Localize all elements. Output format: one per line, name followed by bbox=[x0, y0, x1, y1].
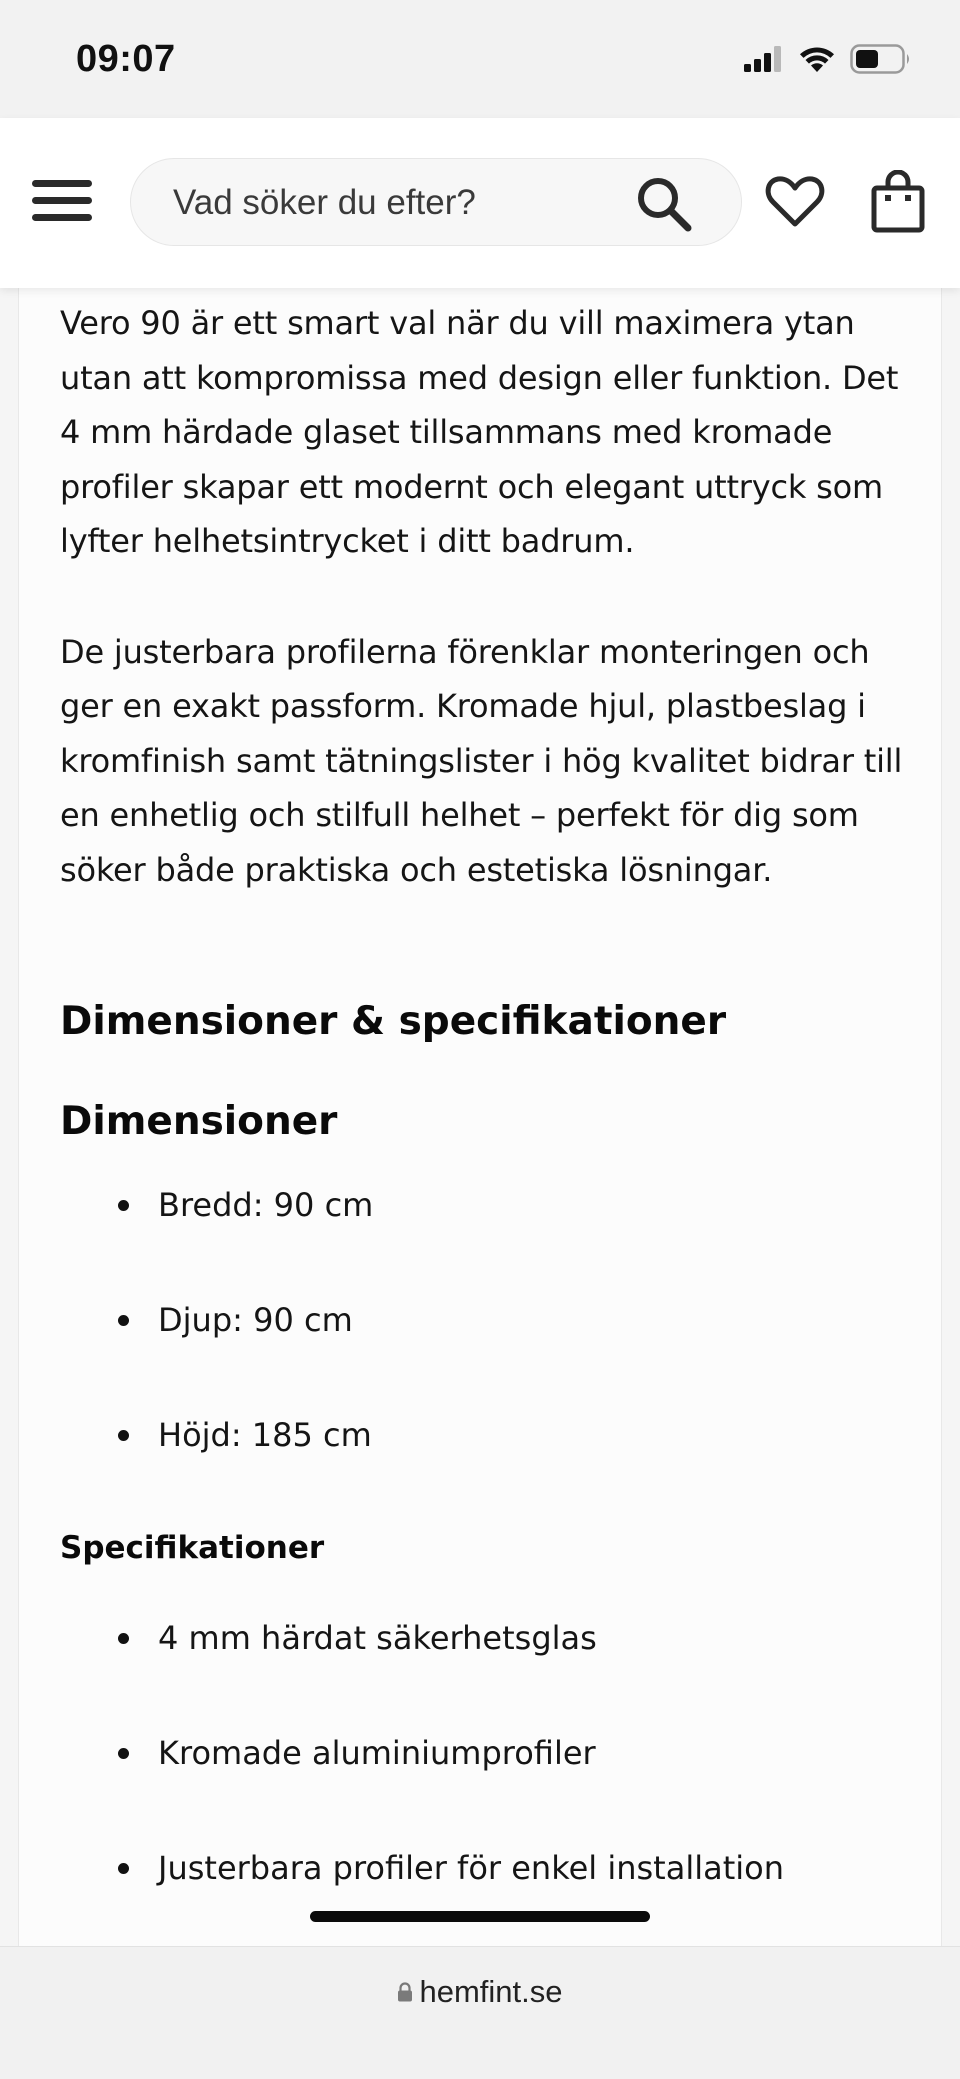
battery-icon bbox=[850, 44, 912, 74]
section-title: Dimensioner & specifikationer bbox=[60, 999, 727, 1044]
home-indicator bbox=[310, 1911, 650, 1922]
list-item: Justerbara profiler för enkel installation bbox=[60, 1844, 920, 1892]
list-item: 4 mm härdat säkerhetsglas bbox=[60, 1614, 920, 1662]
browser-url-bar bbox=[0, 1946, 960, 2079]
wifi-icon bbox=[798, 45, 836, 73]
url-field[interactable] bbox=[0, 1969, 960, 2015]
list-item: Djup: 90 cm bbox=[60, 1296, 920, 1344]
site-header bbox=[0, 118, 960, 288]
status-icons bbox=[744, 44, 912, 74]
search-button[interactable] bbox=[635, 175, 693, 233]
list-item: Höjd: 185 cm bbox=[60, 1411, 920, 1459]
status-bar bbox=[0, 0, 960, 118]
specifications-heading: Specifikationer bbox=[60, 1530, 325, 1566]
dimensions-list bbox=[60, 1181, 920, 1459]
description-paragraph: Vero 90 är ett smart val när du vill maximera ytan utan att kompromissa med design eller funktion. Det 4 mm härdade glaset tillsammans med kromade profiler skapar ett modernt och elegant uttryck som lyfter helhetsintrycket i ditt badrum. bbox=[60, 304, 899, 560]
search-box bbox=[130, 158, 742, 246]
status-time: 09:07 bbox=[76, 38, 176, 80]
search-input[interactable] bbox=[171, 159, 635, 247]
cart-button[interactable] bbox=[870, 170, 926, 234]
dimensions-heading: Dimensioner bbox=[60, 1099, 338, 1144]
description-body bbox=[60, 296, 920, 1946]
description-paragraph: De justerbara profilerna förenklar monteringen och ger en exakt passform. Kromade hjul, plastbeslag i kromfinish samt tätningslister i hög kvalitet bidrar till en enhetlig och stilfull helhet – perfekt för dig som söker både praktiska och estetiska lösningar. bbox=[60, 632, 903, 889]
wishlist-button[interactable] bbox=[764, 170, 826, 232]
list-item: Kromade aluminiumprofiler bbox=[60, 1729, 920, 1777]
specifications-list bbox=[60, 1614, 920, 1892]
shopping-bag-icon bbox=[870, 170, 926, 234]
heart-icon bbox=[764, 170, 826, 232]
list-item: Bredd: 90 cm bbox=[60, 1181, 920, 1229]
lock-icon bbox=[397, 1982, 413, 2002]
search-icon bbox=[635, 175, 693, 233]
cellular-signal-icon bbox=[744, 46, 784, 72]
product-description bbox=[18, 288, 942, 1946]
hamburger-menu-icon bbox=[32, 178, 92, 224]
url-text: hemfint.se bbox=[419, 1974, 563, 2009]
menu-button[interactable] bbox=[32, 178, 92, 224]
